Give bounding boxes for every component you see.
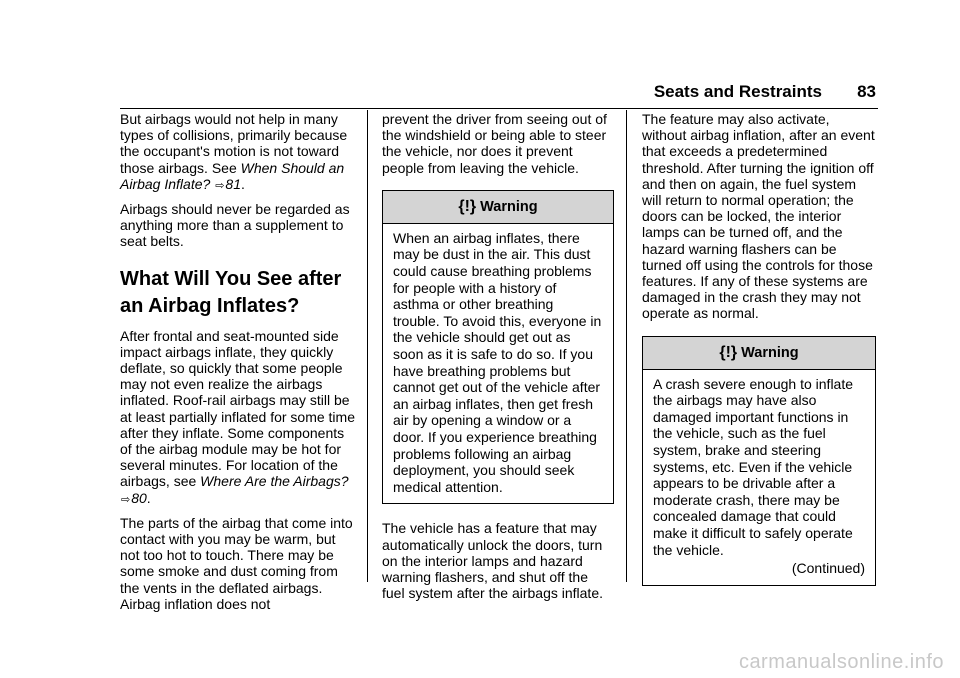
cross-reference-link[interactable]: When Should an Airbag Inflate? — [120, 159, 345, 192]
section-title: Seats and Restraints — [653, 82, 822, 101]
warning-title: Warning — [480, 198, 538, 215]
column-divider-2 — [626, 110, 627, 582]
paragraph: prevent the driver from seeing out of the windshield or being able to steer the vehicle, nor does it prevent people from leaving the vehicle. — [382, 111, 607, 176]
column-divider-1 — [367, 110, 368, 582]
warning-box — [382, 190, 614, 505]
continued-label: (Continued) — [791, 560, 865, 577]
paragraph: But airbags would not help in many types of collisions, primarily because the occupant's motion is not toward those airbags. See When Should an Airbag Inflate? ⇨81. — [120, 111, 348, 192]
paragraph: The vehicle has a feature that may automatically unlock the doors, turn on the interior lamps and hazard warning flashers, and shut off the fuel system after the airbags inflate. — [382, 520, 603, 602]
page-header — [120, 80, 878, 106]
header-rule — [120, 108, 878, 109]
paragraph: Airbags should never be regarded as anything more than a supplement to seat belts. — [120, 201, 350, 250]
column-2 — [382, 111, 614, 608]
paragraph: The parts of the airbag that come into contact with you may be warm, but not too hot to touch. There may be some smoke and dust coming from the vents in the deflated airbags. Airbag inflation does not — [120, 514, 353, 612]
warning-body: When an airbag inflates, there may be dust in the air. This dust could cause breathing problems for people with a history of asthma or other breathing trouble. To avoid this, everyone in the vehicle should get out as soon as it is safe to do so. If you have breathing problems but cannot get out of the vehicle after an airbag inflates, then get fresh air by opening a window or a door. If you experience breathing problems following an airbag deployment, you should seek medical attention. — [393, 229, 602, 495]
page-ref-arrow-icon: ⇨ — [121, 493, 131, 506]
watermark: carmanualsonline.info — [738, 651, 944, 673]
page-ref-arrow-icon: ⇨ — [215, 179, 225, 192]
warning-title: Warning — [741, 344, 799, 361]
paragraph: After frontal and seat-mounted side impact airbags inflate, they quickly deflate, so quickly that some people may not even realize the airbags inflated. Roof-rail airbags may still be at least partially inflated for some time after they inflate. Some components of the airbag module may be hot for several minutes. For location of the airbags, see Where Are the Airbags? ⇨80. — [120, 327, 355, 506]
warning-icon: {!} — [458, 197, 477, 215]
page-reference[interactable]: 80 — [131, 489, 147, 506]
cross-reference-link[interactable]: Where Are the Airbags? — [200, 473, 349, 490]
warning-box — [642, 336, 876, 586]
paragraph: The feature may also activate, without airbag inflation, after an event that exceeds a predetermined threshold. After turning the ignition off and then on again, the fuel system will return to normal operation; the doors can be locked, the interior lamps can be turned off, and the hazard warning flashers can be turned off using the controls for those features. If any of these systems are damaged in the crash they may not operate as normal. — [642, 111, 875, 322]
warning-icon: {!} — [719, 343, 738, 361]
warning-header — [383, 191, 613, 224]
column-3 — [642, 111, 876, 602]
warning-body: A crash severe enough to inflate the airbags may have also damaged important functions in the vehicle, such as the fuel system, brake and steering systems, etc. Even if the vehicle appears to be drivable after a moderate crash, there may be concealed damage that could make it difficult to safely operate the vehicle. (Continued) — [653, 375, 865, 577]
warning-header — [643, 337, 875, 370]
section-heading: What Will You See after an Airbag Inflates? — [120, 267, 342, 317]
page-reference[interactable]: 81 — [225, 175, 241, 192]
column-1 — [120, 111, 356, 619]
page-number: 83 — [857, 82, 876, 101]
